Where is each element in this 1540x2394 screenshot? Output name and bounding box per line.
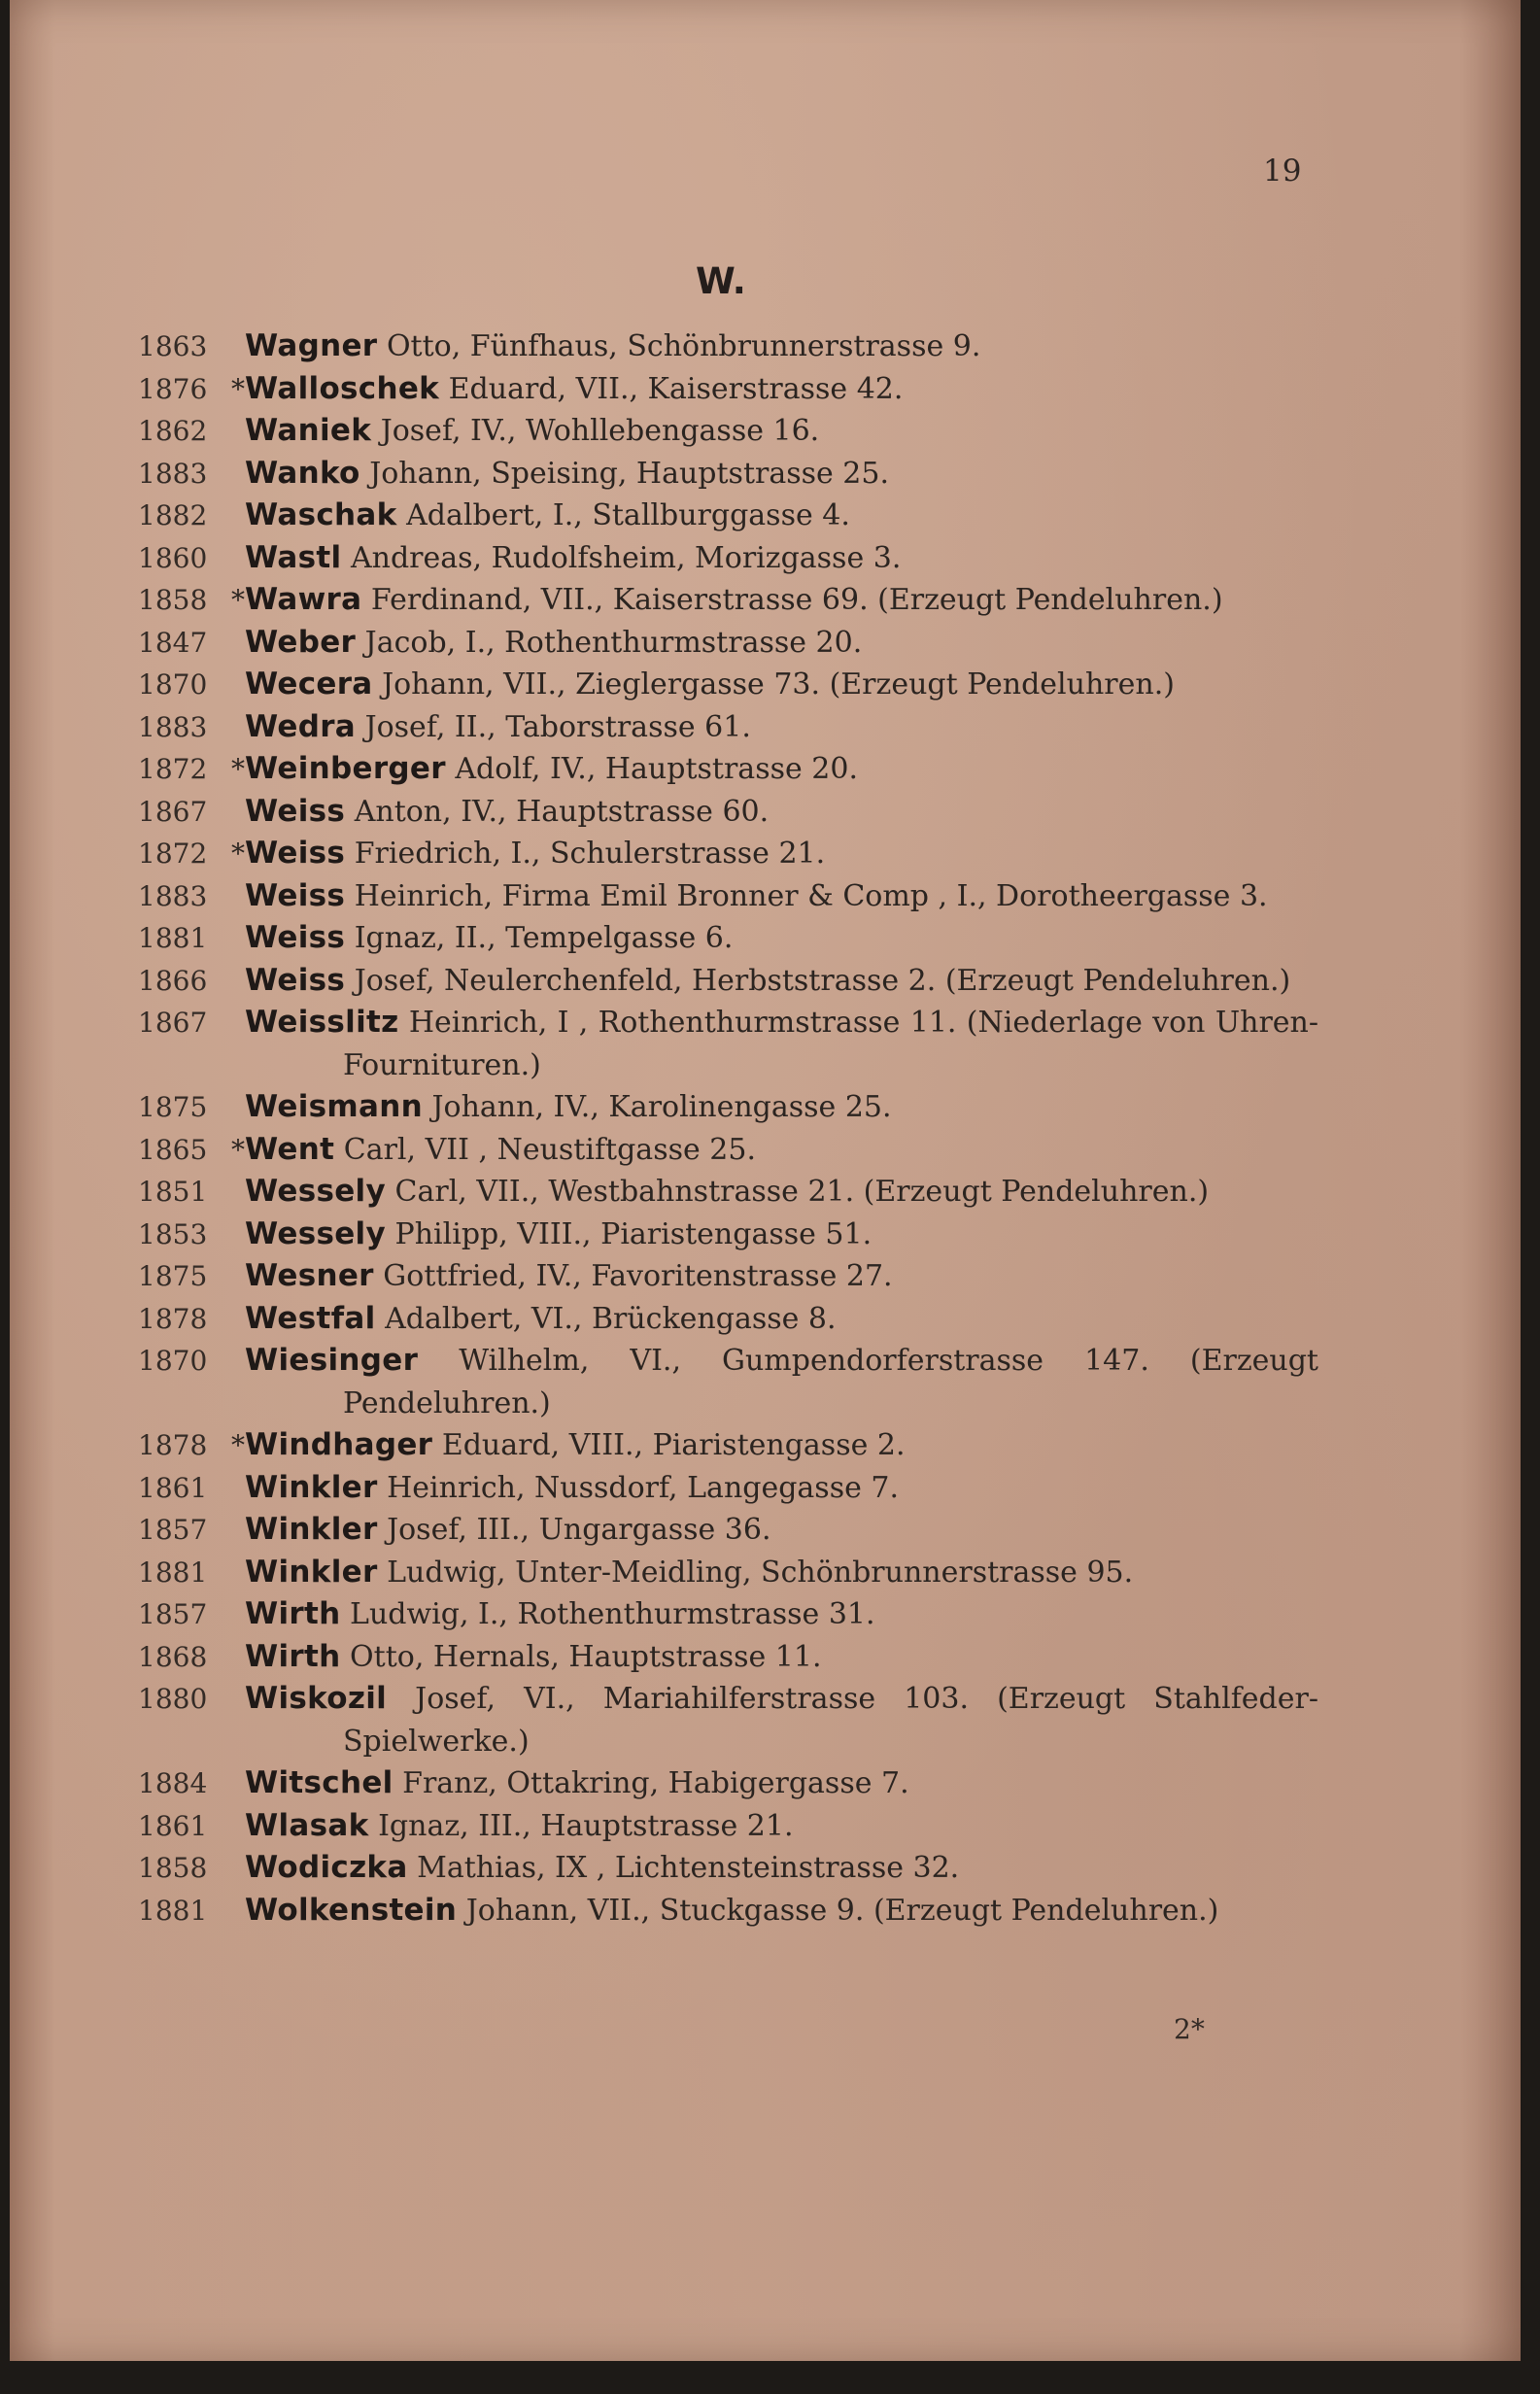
entry-year: 1870 (138, 668, 208, 701)
directory-entry (138, 1552, 1318, 1594)
entry-body (245, 1509, 1318, 1552)
entry-body (245, 960, 1318, 1003)
entry-surname: Walloschek (245, 370, 440, 406)
entry-year: 1867 (138, 1007, 208, 1039)
entry-details: Wilhelm, VI., Gumpendorferstrasse 147. (Erzeugt Pendeluhren.) (343, 1344, 1318, 1420)
entry-year: 1866 (138, 964, 208, 997)
entry-surname: Weinberger (245, 751, 446, 786)
directory-entry (138, 537, 1318, 580)
entry-year: 1851 (138, 1176, 208, 1208)
directory-entry (138, 368, 1318, 411)
entry-details: Adalbert, I., Stallburggasse 4. (406, 498, 850, 532)
directory-entry (138, 622, 1318, 665)
entry-surname: Witschel (245, 1765, 394, 1800)
entry-details: Johann, VII., Stuckgasse 9. (Erzeugt Pendeluhren.) (465, 1893, 1219, 1928)
entry-surname: Wiskozil (245, 1681, 388, 1716)
entry-year: 1858 (138, 584, 208, 616)
directory-entry (138, 664, 1318, 706)
entry-details: Heinrich, I , Rothenthurmstrasse 11. (Niederlage von Uhren-Fournituren.) (343, 1006, 1318, 1082)
entry-body (245, 325, 1318, 368)
directory-entry (138, 1002, 1318, 1086)
entry-surname: Wirth (245, 1638, 341, 1674)
directory-entry (138, 1171, 1318, 1214)
entry-details: Josef, II., Taborstrasse 61. (364, 709, 751, 744)
entry-details: Gottfried, IV., Favoritenstrasse 27. (383, 1259, 893, 1293)
entry-details: Ignaz, II., Tempelgasse 6. (354, 921, 734, 955)
entry-surname: Weber (245, 624, 357, 660)
entry-body (245, 1678, 1318, 1762)
entry-details: Ignaz, III., Hauptstrasse 21. (378, 1808, 794, 1843)
entry-details: Carl, VII., Westbahnstrasse 21. (Erzeugt Pendeluhren.) (394, 1175, 1210, 1209)
entry-details: Carl, VII , Neustiftgasse 25. (343, 1132, 756, 1167)
entry-year: 1847 (138, 626, 208, 659)
directory-entry (138, 1678, 1318, 1762)
entry-surname: Wolkenstein (245, 1892, 458, 1928)
entry-body (245, 1890, 1318, 1932)
entry-details: Heinrich, Firma Emil Bronner & Comp , I., Dorotheergasse 3. (354, 878, 1268, 913)
entry-surname: Winkler (245, 1469, 378, 1505)
entry-details: Josef, VI., Mariahilferstrasse 103. (Erzeugt Stahlfeder-Spielwerke.) (343, 1682, 1318, 1759)
entry-details: Eduard, VII., Kaiserstrasse 42. (448, 371, 904, 406)
entry-asterisk: * (231, 1429, 245, 1461)
entry-year: 1881 (138, 922, 208, 954)
entry-year: 1860 (138, 541, 208, 574)
entry-surname: Weismann (245, 1089, 423, 1124)
entry-details: Philipp, VIII., Piaristengasse 51. (394, 1216, 873, 1251)
entry-year: 1868 (138, 1640, 208, 1673)
directory-entry (138, 1086, 1318, 1129)
entry-year: 1884 (138, 1767, 208, 1799)
entry-surname: Wecera (245, 667, 373, 701)
entry-details: Ferdinand, VII., Kaiserstrasse 69. (Erzeugt Pendeluhren.) (370, 583, 1223, 617)
entry-body (245, 1298, 1318, 1341)
entry-year: 1853 (138, 1217, 208, 1250)
entry-body (245, 410, 1318, 453)
entry-surname: Waschak (245, 497, 397, 532)
entry-surname: Weiss (245, 962, 346, 998)
entry-details: Friedrich, I., Schulerstrasse 21. (354, 837, 826, 871)
entry-surname: Westfal (245, 1300, 376, 1336)
entry-year: 1878 (138, 1429, 208, 1461)
entry-body (245, 368, 1318, 411)
directory-entry (138, 1509, 1318, 1552)
directory-entry (138, 1762, 1318, 1805)
entry-year: 1882 (138, 499, 208, 531)
entry-year: 1878 (138, 1302, 208, 1335)
entry-surname: Wessely (245, 1215, 386, 1251)
entry-year: 1870 (138, 1345, 208, 1377)
entry-year: 1861 (138, 1471, 208, 1504)
entry-details: Otto, Fünfhaus, Schönbrunnerstrasse 9. (386, 329, 981, 363)
entry-year: 1881 (138, 1894, 208, 1927)
entry-body (245, 1340, 1318, 1424)
directory-entry (138, 453, 1318, 496)
entry-year: 1872 (138, 838, 208, 870)
entry-details: Mathias, IX , Lichtensteinstrasse 32. (417, 1851, 960, 1885)
entry-year: 1861 (138, 1809, 208, 1842)
entry-surname: Waniek (245, 413, 372, 448)
entry-surname: Wawra (245, 582, 362, 617)
entry-year: 1858 (138, 1852, 208, 1884)
directory-entry (138, 1424, 1318, 1467)
page-number: 19 (1263, 154, 1302, 188)
book-page (10, 0, 1521, 2361)
entry-details: Ludwig, Unter-Meidling, Schönbrunnerstrasse 95. (387, 1555, 1134, 1590)
entry-surname: Wastl (245, 539, 342, 575)
entry-body (245, 1552, 1318, 1594)
entry-surname: Weisslitz (245, 1005, 399, 1040)
directory-entry (138, 1890, 1318, 1932)
entry-year: 1857 (138, 1598, 208, 1630)
entry-surname: Wirth (245, 1596, 341, 1631)
entry-body (245, 1636, 1318, 1679)
entry-details: Johann, VII., Zieglergasse 73. (Erzeugt Pendeluhren.) (382, 667, 1175, 701)
entry-details: Franz, Ottakring, Habigergasse 7. (402, 1766, 909, 1800)
entry-year: 1883 (138, 879, 208, 912)
entry-body (245, 664, 1318, 706)
entry-body (245, 791, 1318, 834)
directory-entry (138, 791, 1318, 834)
directory-entry (138, 833, 1318, 875)
entry-details: Josef, III., Ungargasse 36. (387, 1513, 771, 1547)
entry-body (245, 1847, 1318, 1890)
directory-entry (138, 495, 1318, 537)
directory-entry (138, 1129, 1318, 1172)
directory-entries (138, 325, 1318, 1932)
entry-details: Johann, Speising, Hauptstrasse 25. (369, 456, 890, 491)
entry-body (245, 1593, 1318, 1636)
entry-year: 1857 (138, 1514, 208, 1546)
entry-year: 1872 (138, 753, 208, 785)
entry-year: 1883 (138, 457, 208, 490)
entry-year: 1862 (138, 415, 208, 447)
entry-surname: Winkler (245, 1554, 378, 1590)
entry-body (245, 1086, 1318, 1129)
entry-surname: Weiss (245, 836, 346, 871)
entry-asterisk: * (231, 753, 245, 785)
directory-entry (138, 325, 1318, 368)
entry-year: 1875 (138, 1260, 208, 1292)
entry-body (245, 537, 1318, 580)
entry-surname: Wedra (245, 708, 357, 744)
entry-body (245, 1255, 1318, 1298)
entry-details: Ludwig, I., Rothenthurmstrasse 31. (350, 1597, 875, 1631)
entry-surname: Weiss (245, 793, 346, 829)
entry-surname: Weiss (245, 920, 346, 955)
directory-entry (138, 1340, 1318, 1424)
directory-entry (138, 960, 1318, 1003)
entry-body (245, 833, 1318, 875)
directory-entry (138, 1298, 1318, 1341)
entry-surname: Winkler (245, 1512, 378, 1547)
entry-surname: Wanko (245, 455, 360, 491)
entry-asterisk: * (231, 1133, 245, 1166)
entry-details: Heinrich, Nussdorf, Langegasse 7. (387, 1470, 900, 1505)
entry-surname: Wodiczka (245, 1850, 408, 1885)
entry-details: Josef, Neulerchenfeld, Herbststrasse 2. (Erzeugt Pendeluhren.) (354, 963, 1291, 998)
directory-entry (138, 1805, 1318, 1848)
entry-details: Andreas, Rudolfsheim, Morizgasse 3. (350, 540, 902, 575)
directory-entry (138, 1636, 1318, 1679)
entry-details: Johann, IV., Karolinengasse 25. (431, 1090, 892, 1124)
entry-surname: Wesner (245, 1258, 374, 1293)
entry-year: 1867 (138, 795, 208, 828)
directory-entry (138, 1847, 1318, 1890)
entry-details: Anton, IV., Hauptstrasse 60. (354, 794, 770, 829)
entry-surname: Wessely (245, 1174, 386, 1209)
entry-body (245, 1424, 1318, 1467)
entry-body (245, 1214, 1318, 1256)
entry-asterisk: * (231, 584, 245, 616)
directory-entry (138, 917, 1318, 960)
entry-surname: Wagner (245, 328, 378, 363)
entry-details: Josef, IV., Wohllebengasse 16. (380, 414, 820, 448)
entry-details: Eduard, VIII., Piaristengasse 2. (441, 1428, 906, 1462)
entry-asterisk: * (231, 372, 245, 405)
directory-entry (138, 410, 1318, 453)
entry-surname: Wlasak (245, 1807, 369, 1843)
entry-year: 1876 (138, 372, 208, 405)
directory-entry (138, 875, 1318, 918)
entry-details: Adolf, IV., Hauptstrasse 20. (455, 752, 858, 786)
signature-mark: 2* (1174, 2013, 1205, 2045)
entry-body (245, 495, 1318, 537)
entry-year: 1880 (138, 1683, 208, 1715)
entry-body (245, 453, 1318, 496)
entry-asterisk: * (231, 838, 245, 870)
directory-entry (138, 706, 1318, 749)
entry-year: 1875 (138, 1091, 208, 1123)
entry-body (245, 917, 1318, 960)
entry-body (245, 748, 1318, 791)
section-heading: W. (696, 260, 746, 302)
entry-details: Otto, Hernals, Hauptstrasse 11. (350, 1639, 822, 1674)
entry-body (245, 1467, 1318, 1510)
entry-body (245, 1805, 1318, 1848)
entry-body (245, 579, 1318, 622)
entry-body (245, 875, 1318, 918)
entry-year: 1865 (138, 1133, 208, 1166)
entry-details: Jacob, I., Rothenthurmstrasse 20. (364, 625, 863, 660)
entry-body (245, 622, 1318, 665)
entry-year: 1863 (138, 330, 208, 362)
entry-surname: Went (245, 1131, 335, 1167)
directory-entry (138, 748, 1318, 791)
entry-body (245, 1129, 1318, 1172)
directory-entry (138, 1593, 1318, 1636)
entry-year: 1883 (138, 710, 208, 743)
directory-entry (138, 1214, 1318, 1256)
directory-entry (138, 1255, 1318, 1298)
directory-entry (138, 579, 1318, 622)
entry-surname: Wiesinger (245, 1343, 419, 1378)
entry-body (245, 706, 1318, 749)
entry-details: Adalbert, VI., Brückengasse 8. (385, 1301, 837, 1336)
entry-surname: Weiss (245, 877, 346, 913)
entry-body (245, 1762, 1318, 1805)
entry-body (245, 1171, 1318, 1214)
entry-surname: Windhager (245, 1427, 433, 1462)
directory-entry (138, 1467, 1318, 1510)
entry-year: 1881 (138, 1556, 208, 1589)
entry-body (245, 1002, 1318, 1086)
